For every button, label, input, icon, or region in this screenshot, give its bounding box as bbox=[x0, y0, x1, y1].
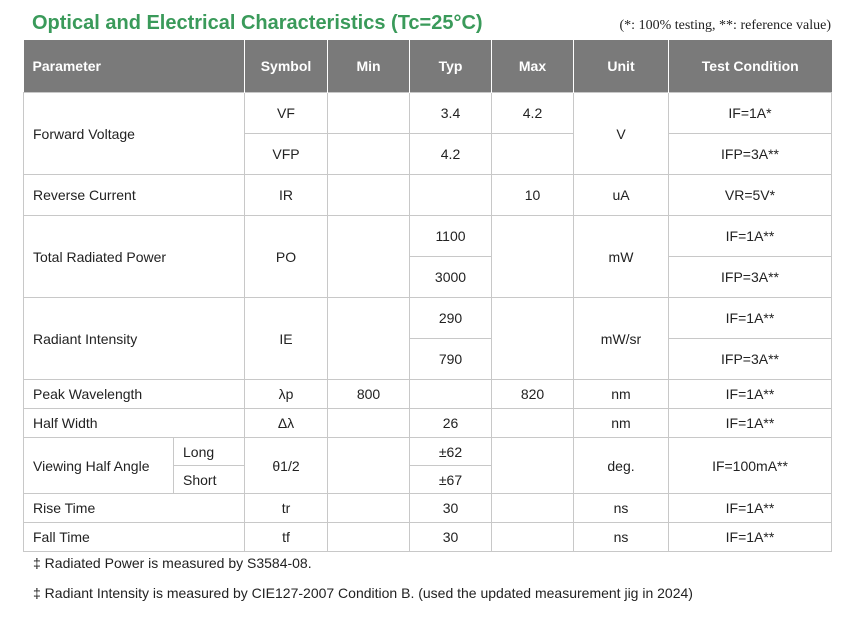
typ-cell: 30 bbox=[410, 494, 492, 523]
min-cell bbox=[328, 409, 410, 438]
max-cell: 10 bbox=[492, 175, 574, 216]
condition-cell: IF=100mA** bbox=[669, 438, 832, 494]
max-cell bbox=[492, 134, 574, 175]
table-row bbox=[24, 494, 832, 523]
symbol-cell: IR bbox=[245, 175, 328, 216]
unit-cell: uA bbox=[574, 175, 669, 216]
header-row bbox=[24, 40, 832, 93]
min-cell: 800 bbox=[328, 380, 410, 409]
param-peak-wavelength: Peak Wavelength bbox=[24, 380, 245, 409]
typ-cell: 3.4 bbox=[410, 93, 492, 134]
max-cell bbox=[492, 438, 574, 494]
sub-param-long: Long bbox=[174, 438, 245, 466]
symbol-cell: λp bbox=[245, 380, 328, 409]
condition-cell: IF=1A** bbox=[669, 298, 832, 339]
condition-cell: IFP=3A** bbox=[669, 134, 832, 175]
header-unit: Unit bbox=[574, 40, 669, 93]
typ-cell: 1100 bbox=[410, 216, 492, 257]
typ-cell: 290 bbox=[410, 298, 492, 339]
symbol-cell: tf bbox=[245, 523, 328, 552]
min-cell bbox=[328, 134, 410, 175]
unit-cell: mW/sr bbox=[574, 298, 669, 380]
typ-cell: 3000 bbox=[410, 257, 492, 298]
unit-cell: nm bbox=[574, 380, 669, 409]
param-forward-voltage: Forward Voltage bbox=[24, 93, 245, 175]
min-cell bbox=[328, 298, 410, 380]
typ-cell bbox=[410, 175, 492, 216]
condition-cell: IF=1A* bbox=[669, 93, 832, 134]
max-cell bbox=[492, 494, 574, 523]
param-rise-time: Rise Time bbox=[24, 494, 245, 523]
condition-cell: IF=1A** bbox=[669, 409, 832, 438]
typ-cell: 26 bbox=[410, 409, 492, 438]
table-row bbox=[24, 216, 832, 257]
typ-cell: 790 bbox=[410, 339, 492, 380]
table-row bbox=[24, 438, 832, 466]
max-cell bbox=[492, 216, 574, 298]
min-cell bbox=[328, 175, 410, 216]
symbol-cell: VFP bbox=[245, 134, 328, 175]
typ-cell bbox=[410, 380, 492, 409]
param-radiant-intensity: Radiant Intensity bbox=[24, 298, 245, 380]
min-cell bbox=[328, 438, 410, 494]
min-cell bbox=[328, 216, 410, 298]
unit-cell: V bbox=[574, 93, 669, 175]
header-min: Min bbox=[328, 40, 410, 93]
reference-note: (*: 100% testing, **: reference value) bbox=[619, 18, 831, 33]
footnote: ‡ Radiated Power is measured by S3584-08. bbox=[33, 555, 312, 571]
header-condition: Test Condition bbox=[669, 40, 832, 93]
condition-cell: VR=5V* bbox=[669, 175, 832, 216]
unit-cell: mW bbox=[574, 216, 669, 298]
condition-cell: IFP=3A** bbox=[669, 339, 832, 380]
table-row bbox=[24, 175, 832, 216]
table-row bbox=[24, 409, 832, 438]
min-cell bbox=[328, 93, 410, 134]
header-typ: Typ bbox=[410, 40, 492, 93]
characteristics-table bbox=[23, 40, 832, 552]
symbol-cell: tr bbox=[245, 494, 328, 523]
condition-cell: IFP=3A** bbox=[669, 257, 832, 298]
condition-cell: IF=1A** bbox=[669, 216, 832, 257]
symbol-cell: θ1/2 bbox=[245, 438, 328, 494]
condition-cell: IF=1A** bbox=[669, 494, 832, 523]
page-title: Optical and Electrical Characteristics (Tc=25°C) bbox=[32, 12, 483, 34]
unit-cell: nm bbox=[574, 409, 669, 438]
header-max: Max bbox=[492, 40, 574, 93]
param-total-radiated-power: Total Radiated Power bbox=[24, 216, 245, 298]
param-viewing-half-angle: Viewing Half Angle bbox=[24, 438, 174, 494]
typ-cell: ±62 bbox=[410, 438, 492, 466]
typ-cell: 30 bbox=[410, 523, 492, 552]
header-symbol: Symbol bbox=[245, 40, 328, 93]
typ-cell: ±67 bbox=[410, 466, 492, 494]
symbol-cell: PO bbox=[245, 216, 328, 298]
max-cell bbox=[492, 298, 574, 380]
param-fall-time: Fall Time bbox=[24, 523, 245, 552]
max-cell bbox=[492, 523, 574, 552]
sub-param-short: Short bbox=[174, 466, 245, 494]
footnote: ‡ Radiant Intensity is measured by CIE127-2007 Condition B. (used the updated measurement jig in 2024) bbox=[33, 585, 693, 601]
symbol-cell: Δλ bbox=[245, 409, 328, 438]
condition-cell: IF=1A** bbox=[669, 380, 832, 409]
condition-cell: IF=1A** bbox=[669, 523, 832, 552]
typ-cell: 4.2 bbox=[410, 134, 492, 175]
min-cell bbox=[328, 523, 410, 552]
table-row bbox=[24, 298, 832, 339]
symbol-cell: VF bbox=[245, 93, 328, 134]
table-row bbox=[24, 380, 832, 409]
max-cell bbox=[492, 409, 574, 438]
unit-cell: ns bbox=[574, 523, 669, 552]
max-cell: 820 bbox=[492, 380, 574, 409]
table-row bbox=[24, 93, 832, 134]
min-cell bbox=[328, 494, 410, 523]
header-parameter: Parameter bbox=[24, 40, 245, 93]
symbol-cell: IE bbox=[245, 298, 328, 380]
unit-cell: deg. bbox=[574, 438, 669, 494]
param-reverse-current: Reverse Current bbox=[24, 175, 245, 216]
max-cell: 4.2 bbox=[492, 93, 574, 134]
param-half-width: Half Width bbox=[24, 409, 245, 438]
unit-cell: ns bbox=[574, 494, 669, 523]
table-row bbox=[24, 523, 832, 552]
